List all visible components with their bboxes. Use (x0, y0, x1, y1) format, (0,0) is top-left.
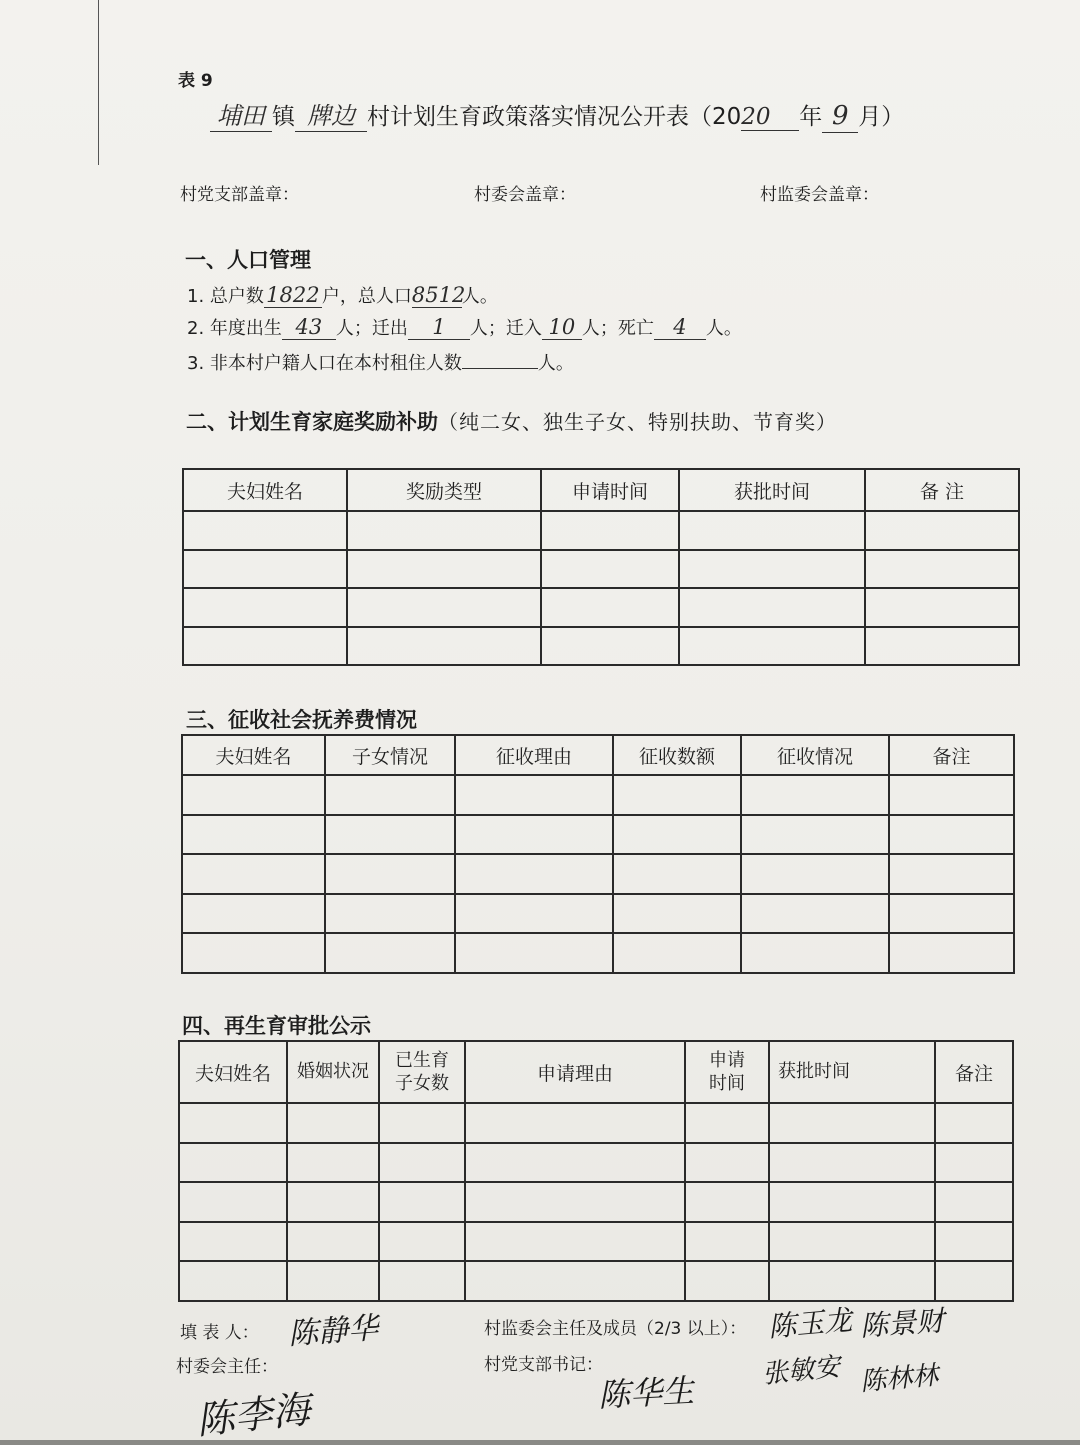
table-row (179, 1182, 1013, 1222)
col-remarks: 备注 (935, 1041, 1013, 1103)
col-couple-name: 夫妇姓名 (183, 469, 347, 511)
section4-heading: 四、再生育审批公示 (182, 1014, 371, 1038)
deaths: 4 (654, 315, 706, 340)
supervision-committee-stamp: 村监委会盖章： (760, 185, 879, 205)
year-handwritten: 20 (741, 104, 799, 131)
table-row (179, 1261, 1013, 1301)
col-couple-name: 夫妇姓名 (182, 735, 325, 775)
total-population: 8512 (411, 283, 466, 307)
col-apply-date: 申请时间 (685, 1041, 769, 1103)
table-row (183, 550, 1019, 589)
col-levy-amount: 征收数额 (613, 735, 741, 775)
table-number: 表 9 (178, 71, 213, 91)
social-support-fee-table (181, 734, 1015, 974)
town-suffix: 镇 (272, 104, 295, 130)
party-branch-stamp: 村党支部盖章： (180, 185, 299, 205)
col-couple-name: 夫妇姓名 (179, 1041, 287, 1103)
village-director-label: 村委会主任： (176, 1357, 278, 1377)
col-levy-status: 征收情况 (741, 735, 889, 775)
section1-heading: 一、人口管理 (185, 248, 311, 272)
supervision-signature-2: 陈景财 (859, 1304, 946, 1343)
village-committee-stamp: 村委会盖章： (474, 185, 576, 205)
non-resident-renters (462, 348, 538, 369)
population-line-2: 2. 年度出生 43 人；迁出 1 人；迁入 10 人；死亡 4 人。 (187, 315, 742, 339)
table-row (182, 815, 1014, 855)
document-title (210, 98, 904, 133)
table-row (179, 1103, 1013, 1143)
table-header-row (182, 735, 1014, 775)
col-remarks: 备 注 (865, 469, 1019, 511)
col-reward-type: 奖励类型 (347, 469, 541, 511)
title-middle: 村计划生育政策落实情况公开表（ (367, 104, 712, 130)
month-label: 月） (858, 104, 905, 130)
col-levy-reason: 征收理由 (455, 735, 613, 775)
col-approve-date: 获批时间 (679, 469, 865, 511)
reward-subsidy-table (182, 468, 1020, 666)
supervision-signature-1: 陈玉龙 (766, 1303, 854, 1344)
total-households: 1822 (264, 283, 322, 308)
filler-signature: 陈静华 (287, 1310, 380, 1353)
party-secretary-label: 村党支部书记： (484, 1355, 603, 1375)
table-row (179, 1143, 1013, 1183)
moved-out: 1 (408, 315, 470, 340)
table-row (182, 933, 1014, 973)
section2-subheading: （纯二女、独生子女、特别扶助、节育奖） (438, 410, 837, 434)
col-marital-status: 婚姻状况 (287, 1041, 379, 1103)
second-birth-approval-table (178, 1040, 1014, 1302)
supervision-label: 村监委会主任及成员（2/3 以上）： (484, 1319, 747, 1339)
paper-fold-line (98, 0, 99, 165)
year-printed: 20 (712, 104, 742, 130)
table-header-row (179, 1041, 1013, 1103)
table-row (183, 627, 1019, 666)
party-secretary-signature: 陈华生 (597, 1371, 696, 1415)
table-row (179, 1222, 1013, 1262)
col-approve-date: 获批时间 (769, 1041, 935, 1103)
moved-in: 10 (542, 315, 582, 340)
supervision-signature-4: 陈林林 (859, 1360, 940, 1398)
col-apply-reason: 申请理由 (465, 1041, 685, 1103)
table-header-row (183, 469, 1019, 511)
population-line-1: 1. 总户数 1822 户，总人口8512人。 (187, 283, 498, 307)
col-children-status: 子女情况 (325, 735, 455, 775)
col-remarks: 备注 (889, 735, 1014, 775)
section2-heading: 二、计划生育家庭奖励补助（纯二女、独生子女、特别扶助、节育奖） (186, 410, 837, 434)
supervision-signature-3: 张敏安 (760, 1351, 842, 1390)
annual-births: 43 (282, 315, 336, 340)
section3-heading: 三、征收社会抚养费情况 (186, 708, 417, 732)
table-row (183, 511, 1019, 550)
population-line-3: 3. 非本村户籍人口在本村租住人数 人。 (187, 348, 574, 375)
table-row (182, 854, 1014, 894)
town-name: 埔田 (210, 103, 272, 132)
table-row (183, 588, 1019, 627)
table-row (182, 894, 1014, 934)
year-label: 年 (799, 104, 823, 130)
table-row (182, 775, 1014, 815)
filler-label: 填 表 人： (180, 1323, 259, 1343)
col-apply-date: 申请时间 (541, 469, 679, 511)
col-children-count: 已生育子女数 (379, 1041, 465, 1103)
village-director-signature: 陈李海 (194, 1387, 313, 1443)
month-handwritten: 9 (822, 102, 858, 133)
village-name: 牌边 (295, 103, 367, 132)
